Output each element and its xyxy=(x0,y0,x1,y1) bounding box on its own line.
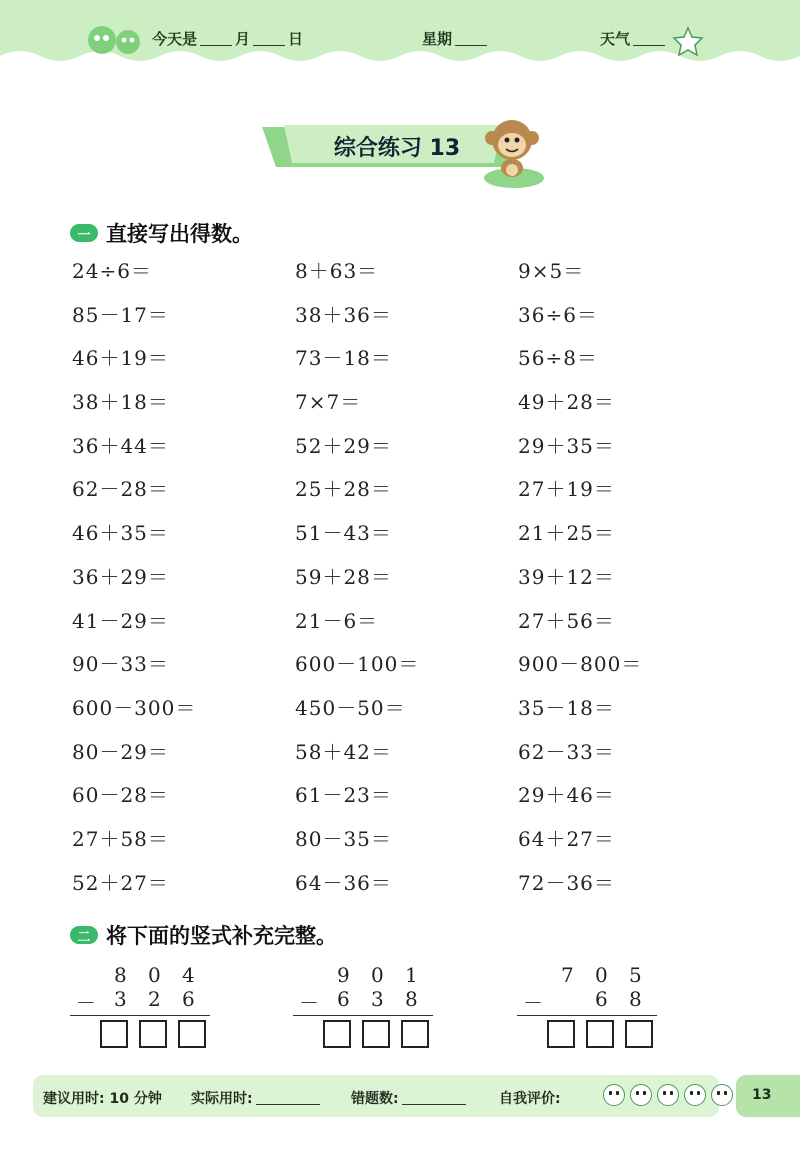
bottom-digit: 2 xyxy=(148,987,161,1011)
answer-box[interactable] xyxy=(139,1020,167,1048)
answer-box[interactable] xyxy=(323,1020,351,1048)
problem-item: 64－36＝ xyxy=(295,870,392,895)
month-label: 月 xyxy=(235,30,251,48)
actual-time-blank[interactable] xyxy=(256,1104,320,1105)
top-digit: 7 xyxy=(561,963,574,987)
result-line xyxy=(293,1015,433,1016)
section-2-heading xyxy=(70,920,337,950)
weather-line xyxy=(600,28,668,49)
top-digit: 9 xyxy=(337,963,350,987)
month-blank[interactable] xyxy=(200,45,232,46)
problem-item: 36＋29＝ xyxy=(72,564,169,589)
error-count xyxy=(351,1088,466,1108)
problem-item: 72－36＝ xyxy=(518,870,615,895)
problem-item: 61－23＝ xyxy=(295,783,392,808)
problem-item: 21＋25＝ xyxy=(518,521,615,546)
problem-item: 900－800＝ xyxy=(518,652,643,677)
problem-item: 600－100＝ xyxy=(295,652,420,677)
bottom-digit: 8 xyxy=(629,987,642,1011)
problem-item: 52＋29＝ xyxy=(295,433,392,458)
top-digit: 8 xyxy=(114,963,127,987)
face-icon[interactable] xyxy=(657,1084,679,1106)
problem-item: 29＋46＝ xyxy=(518,783,615,808)
problem-item: 38＋36＝ xyxy=(295,302,392,327)
day-blank[interactable] xyxy=(253,45,285,46)
top-digit: 0 xyxy=(595,963,608,987)
section-1-badge: 一 xyxy=(70,224,98,242)
problem-item: 25＋28＝ xyxy=(295,477,392,502)
problem-item: 39＋12＝ xyxy=(518,564,615,589)
problems-grid xyxy=(72,256,712,911)
problem-item: 90－33＝ xyxy=(72,652,169,677)
page-number: 13 xyxy=(752,1087,772,1103)
answer-box[interactable] xyxy=(100,1020,128,1048)
footer-bar xyxy=(33,1075,719,1117)
problem-item: 64＋27＝ xyxy=(518,826,615,851)
answer-boxes xyxy=(323,1020,429,1048)
error-count-blank[interactable] xyxy=(402,1104,466,1105)
section-2-badge: 二 xyxy=(70,926,98,944)
weather-label: 天气 xyxy=(600,30,631,48)
weekday-blank[interactable] xyxy=(455,45,487,46)
top-digit: 0 xyxy=(371,963,384,987)
problem-item: 80－35＝ xyxy=(295,826,392,851)
bottom-digit: 6 xyxy=(182,987,195,1011)
page-title: 综合练习 13 xyxy=(333,136,461,161)
answer-boxes xyxy=(100,1020,206,1048)
answer-box[interactable] xyxy=(625,1020,653,1048)
answer-box[interactable] xyxy=(401,1020,429,1048)
problem-item: 62－28＝ xyxy=(72,477,169,502)
minus-sign: － xyxy=(523,991,543,1015)
bottom-digit: 3 xyxy=(371,987,384,1011)
bottom-digit: 3 xyxy=(114,987,127,1011)
problem-item: 80－29＝ xyxy=(72,739,169,764)
actual-time xyxy=(191,1088,320,1108)
answer-box[interactable] xyxy=(586,1020,614,1048)
face-icon[interactable] xyxy=(603,1084,625,1106)
self-eval-label: 自我评价: xyxy=(499,1091,561,1107)
top-digit: 5 xyxy=(629,963,642,987)
answer-box[interactable] xyxy=(362,1020,390,1048)
top-digit: 4 xyxy=(182,963,195,987)
problem-item: 8＋63＝ xyxy=(295,259,379,283)
bottom-digit: 6 xyxy=(337,987,350,1011)
face-icon[interactable] xyxy=(684,1084,706,1106)
top-digit: 1 xyxy=(405,963,418,987)
self-eval-faces xyxy=(603,1084,733,1106)
header-band xyxy=(0,0,800,70)
problem-item: 59＋28＝ xyxy=(295,564,392,589)
problem-item: 58＋42＝ xyxy=(295,739,392,764)
problem-item: 46＋19＝ xyxy=(72,346,169,371)
bottom-digit: 8 xyxy=(405,987,418,1011)
problem-item: 51－43＝ xyxy=(295,521,392,546)
result-line xyxy=(517,1015,657,1016)
problem-item: 29＋35＝ xyxy=(518,433,615,458)
face-icon[interactable] xyxy=(711,1084,733,1106)
problem-item: 49＋28＝ xyxy=(518,390,615,415)
actual-time-label: 实际用时: xyxy=(191,1091,253,1107)
answer-box[interactable] xyxy=(178,1020,206,1048)
error-count-label: 错题数: xyxy=(351,1091,399,1107)
problem-item: 62－33＝ xyxy=(518,739,615,764)
weekday-label: 星期 xyxy=(422,30,453,48)
problem-item: 60－28＝ xyxy=(72,783,169,808)
problem-item: 35－18＝ xyxy=(518,695,615,720)
suggested-time: 建议用时: 10 分钟 xyxy=(43,1091,162,1107)
problem-item: 85－17＝ xyxy=(72,302,169,327)
problem-item: 450－50＝ xyxy=(295,695,406,720)
answer-boxes xyxy=(547,1020,653,1048)
problem-item: 46＋35＝ xyxy=(72,521,169,546)
problem-item: 7×7＝ xyxy=(295,390,362,415)
section-1-heading xyxy=(70,218,253,248)
problem-item: 27＋58＝ xyxy=(72,826,169,851)
weather-blank[interactable] xyxy=(633,45,665,46)
section-2-title: 将下面的竖式补充完整。 xyxy=(106,924,337,948)
section-1-title: 直接写出得数。 xyxy=(106,222,253,246)
problem-item: 56÷8＝ xyxy=(518,346,598,371)
problem-item: 21－6＝ xyxy=(295,608,379,633)
problem-item: 27＋56＝ xyxy=(518,608,615,633)
problem-item: 73－18＝ xyxy=(295,346,392,371)
problem-item: 38＋18＝ xyxy=(72,390,169,415)
weekday-line xyxy=(422,28,490,49)
face-icon[interactable] xyxy=(630,1084,652,1106)
date-line xyxy=(152,28,303,49)
problem-item: 27＋19＝ xyxy=(518,477,615,502)
today-label: 今天是 xyxy=(152,30,198,48)
problem-item: 36÷6＝ xyxy=(518,302,598,327)
monkey-mascot-icon xyxy=(476,110,546,190)
top-digit: 0 xyxy=(148,963,161,987)
problem-item: 24÷6＝ xyxy=(72,259,152,283)
minus-sign: － xyxy=(299,991,319,1015)
problem-item: 41－29＝ xyxy=(72,608,169,633)
answer-box[interactable] xyxy=(547,1020,575,1048)
minus-sign: － xyxy=(76,991,96,1015)
day-label: 日 xyxy=(288,30,304,48)
problem-item: 52＋27＝ xyxy=(72,870,169,895)
problem-item: 600－300＝ xyxy=(72,695,197,720)
problem-item: 9×5＝ xyxy=(518,259,585,283)
bottom-digit: 6 xyxy=(595,987,608,1011)
problem-item: 36＋44＝ xyxy=(72,433,169,458)
result-line xyxy=(70,1015,210,1016)
